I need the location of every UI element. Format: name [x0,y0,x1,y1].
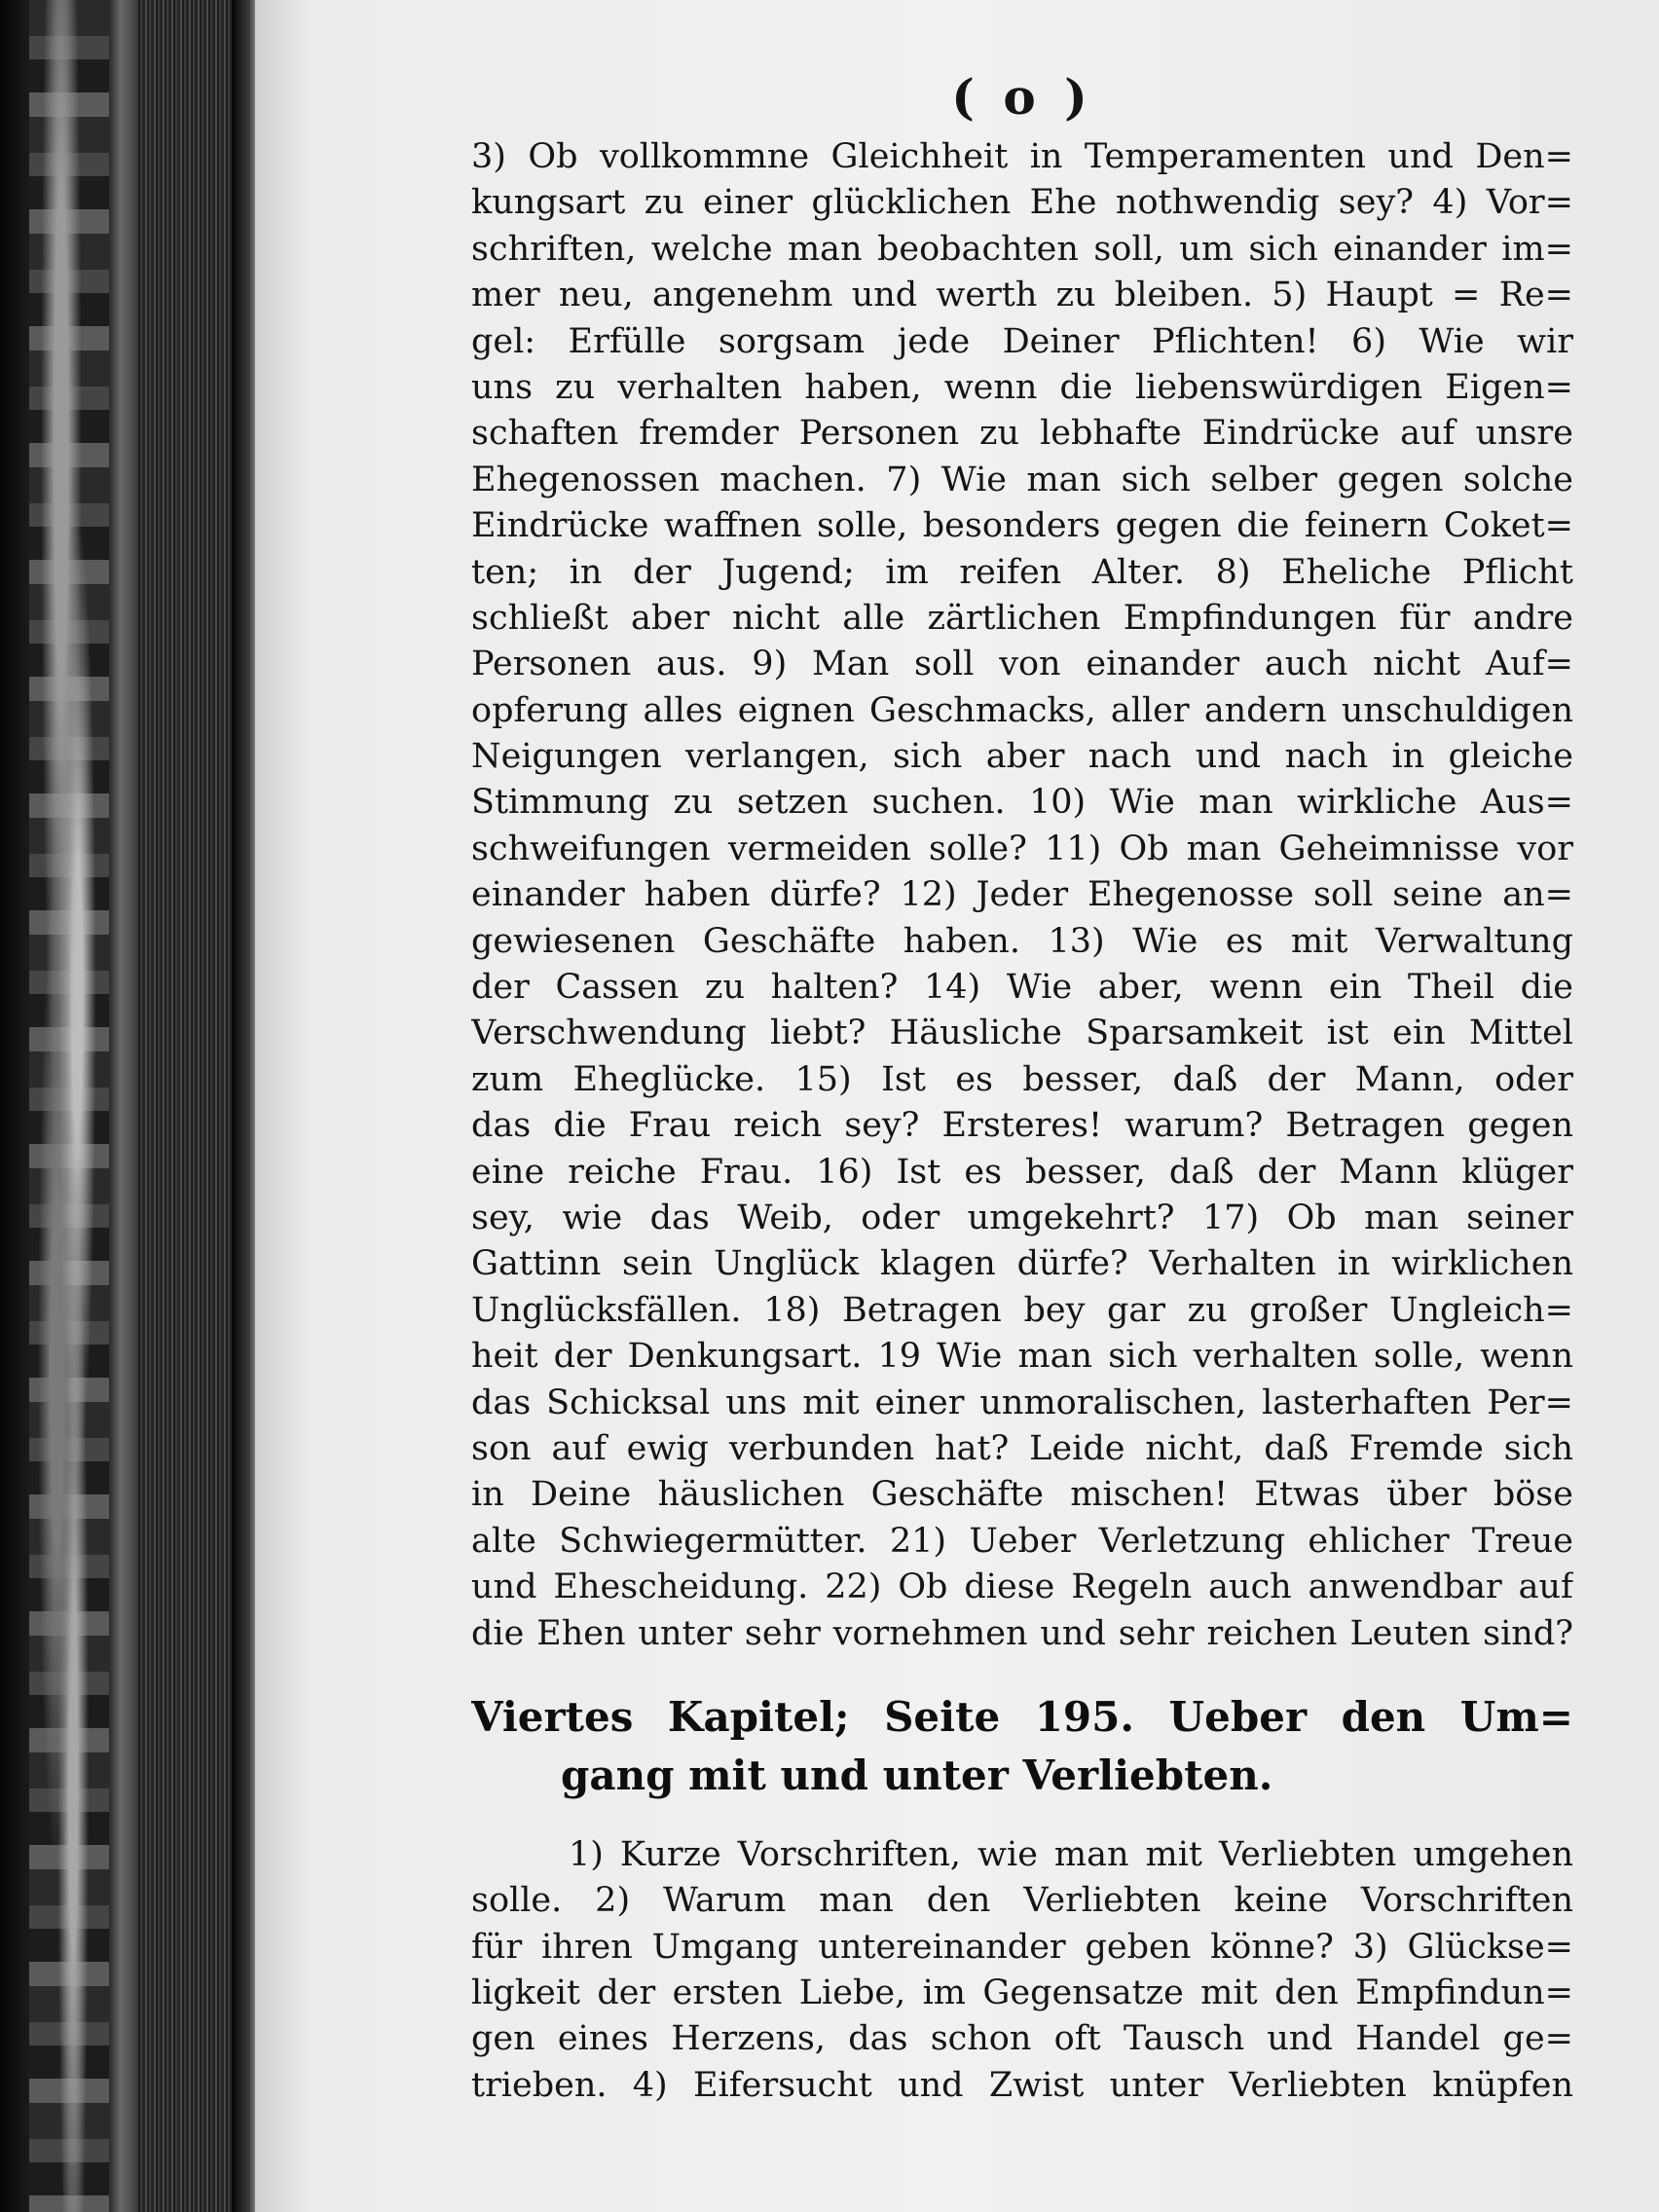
table-of-contents-paragraph-chapter-4 [471,1832,1573,2109]
text-line: und Ehescheidung. 22) Ob diese Regeln auch anwendbar auf [471,1567,1573,1607]
text-line: Ehegenossen machen. 7) Wie man sich selber gegen solche [471,460,1573,499]
text-line: für ihren Umgang untereinander geben könne? 3) Glückse= [471,1927,1573,1967]
text-line: Personen aus. 9) Man soll von einander auch nicht Auf= [471,645,1573,684]
text-line: eine reiche Frau. 16) Ist es besser, daß der Mann klüger [471,1152,1573,1192]
text-line: die Ehen unter sehr vornehmen und sehr reichen Leuten sind? [471,1613,1573,1653]
text-line: Unglücksfällen. 18) Betragen bey gar zu großer Ungleich= [471,1290,1573,1330]
text-line: heit der Denkungsart. 19 Wie man sich verhalten solle, wenn [471,1337,1573,1377]
text-line: Stimmung zu setzen suchen. 10) Wie man wirkliche Aus= [471,783,1573,823]
text-line: 3) Ob vollkommne Gleichheit in Temperamenten und Den= [471,137,1573,176]
text-line: das die Frau reich sey? Ersteres! warum? Betragen gegen [471,1106,1573,1146]
text-line: schließt aber nicht alle zärtlichen Empfindungen für andre [471,598,1573,638]
text-line: gen eines Herzens, das schon oft Tausch und Handel ge= [471,2019,1573,2059]
text-line: Verschwendung liebt? Häusliche Sparsamkeit ist ein Mittel [471,1014,1573,1053]
text-line: schriften, welche man beobachten soll, um sich einander im= [471,229,1573,269]
heading-line: gang mit und unter Verliebten. [561,1751,1273,1799]
text-line: einander haben dürfe? 12) Jeder Ehegenosse soll seine an= [471,875,1573,915]
marbled-cover [29,0,112,2212]
text-line: trieben. 4) Eifersucht und Zwist unter Verliebten knüpfen [471,2065,1573,2105]
page-stack-edges [138,0,235,2212]
text-line: opferung alles eignen Geschmacks, aller andern unschuldigen [471,690,1573,730]
text-line: der Cassen zu halten? 14) Wie aber, wenn ein Theil die [471,968,1573,1008]
text-line: alte Schwiegermütter. 21) Ueber Verletzung ehlicher Treue [471,1521,1573,1561]
text-line: Gattinn sein Unglück klagen dürfe? Verhalten in wirklichen [471,1244,1573,1284]
heading-line: Viertes Kapitel; Seite 195. Ueber den Um= [471,1692,1573,1741]
text-line: ligkeit der ersten Liebe, im Gegensatze mit den Empfindun= [471,1973,1573,2013]
text-line: in Deine häuslichen Geschäfte mischen! Etwas über böse [471,1475,1573,1515]
text-line: Neigungen verlangen, sich aber nach und nach in gleiche [471,737,1573,777]
text-line: 1) Kurze Vorschriften, wie man mit Verliebten umgehen [569,1834,1573,1874]
book-spine-edge [0,0,29,2212]
page-number: ( o ) [951,68,1093,126]
text-line: mer neu, angenehm und werth zu bleiben. 5) Haupt = Re= [471,276,1573,315]
printed-page [255,0,1659,2212]
text-line: das Schicksal uns mit einer unmoralischen, lasterhaften Per= [471,1382,1573,1422]
cover-board-edge [109,0,138,2212]
page-text-block [471,66,1573,2109]
text-line: ten; in der Jugend; im reifen Alter. 8) Eheliche Pflicht [471,552,1573,592]
text-line: kungsart zu einer glücklichen Ehe nothwendig sey? 4) Vor= [471,183,1573,223]
text-line: schaften fremder Personen zu lebhafte Eindrücke auf unsre [471,414,1573,454]
text-line: zum Eheglücke. 15) Ist es besser, daß der Mann, oder [471,1059,1573,1099]
text-line: gel: Erfülle sorgsam jede Deiner Pflichten! 6) Wie wir [471,321,1573,361]
text-line: gewiesenen Geschäfte haben. 13) Wie es mit Verwaltung [471,921,1573,961]
text-line: schweifungen vermeiden solle? 11) Ob man Geheimnisse vor [471,829,1573,868]
table-of-contents-paragraph-chapter-3 [471,134,1573,1657]
chapter-heading [471,1688,1573,1805]
text-line: Eindrücke waffnen solle, besonders gegen die feinern Coket= [471,506,1573,546]
text-line: son auf ewig verbunden hat? Leide nicht, daß Fremde sich [471,1428,1573,1468]
text-line: uns zu verhalten haben, wenn die liebenswürdigen Eigen= [471,367,1573,407]
text-line: sey, wie das Weib, oder umgekehrt? 17) Ob man seiner [471,1198,1573,1237]
text-line: solle. 2) Warum man den Verliebten keine Vorschriften [471,1881,1573,1921]
